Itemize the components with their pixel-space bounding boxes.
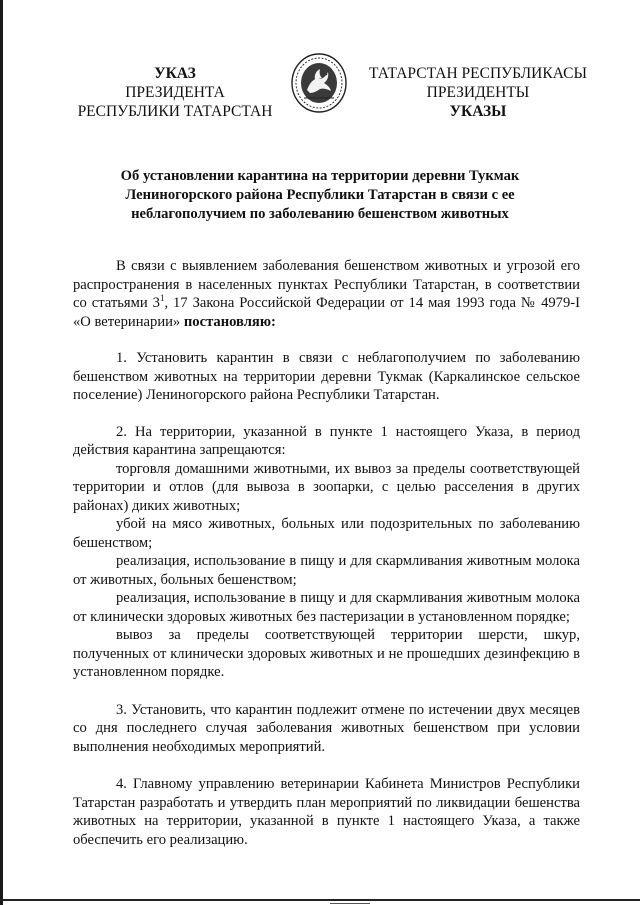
preamble-paragraph (73, 257, 580, 331)
item-2-subitem-slaughter: убой на мясо животных, больных или подозрительных по заболеванию бешенством; (73, 516, 580, 551)
item-2-intro: 2. На территории, указанной в пункте 1 настоящего Указа, в период действия карантина запрещаются: (73, 423, 580, 458)
header-left-president: ПРЕЗИДЕНТА (125, 84, 225, 101)
preamble-superscript: 1 (159, 293, 165, 304)
header-left-decree: УКАЗ (154, 65, 196, 82)
header-right-decree: УКАЗЫ (449, 103, 507, 120)
header-right-republic: ТАТАРСТАН РЕСПУБЛИКАСЫ (369, 65, 587, 82)
item-2-subitem-milk-sick: реализация, использование в пищу и для скармливания животным молока от животных, больных бешенством; (73, 553, 580, 588)
scan-bottom-edge (0, 899, 640, 901)
header-right-president: ПРЕЗИДЕНТЫ (426, 84, 530, 101)
header-left-block (72, 64, 278, 121)
title-line-3: неблагополучием по заболеванию бешенством животных (131, 206, 509, 222)
preamble-text-cont: , 17 Закона Российской Федерации от 14 мая 1993 года № 4979-I «О ветеринарии» (73, 295, 581, 330)
item-2-subitem-milk-healthy: реализация, использование в пищу и для скармливания животным молока от клинически здоровых животных без пастеризации в установленном порядке; (73, 590, 580, 625)
header-right-block (368, 64, 588, 121)
item-2-subitem-trade: торговля домашними животными, их вывоз за пределы соответствующей территории и отлов (для вывоза в зоопарки, с целью расселения в других районах) диких животных; (73, 460, 580, 514)
item-4-paragraph: 4. Главному управлению ветеринарии Кабинета Министров Республики Татарстан разработать и утвердить план мероприятий по ликвидации бешенства животных на территории, указанной в пункте 1 настоящего Указа, а также обеспечить его реализацию. (73, 776, 580, 848)
item-2-subitem-wool-export: вывоз за пределы соответствующей территории шерсти, шкур, полученных от клинически здоровых животных и не прошедших дезинфекцию в установленном порядке. (73, 627, 580, 680)
preamble-text: В связи с выявлением заболевания бешенством животных и угрозой его распространения в населенных пунктах Республики Татарстан, в соответствии со статьями 3 (73, 258, 580, 311)
tatarstan-coat-of-arms-icon (290, 52, 348, 114)
scan-bottom-mark (330, 903, 370, 904)
document-body (73, 257, 580, 849)
preamble-decree-word: постановляю: (183, 313, 276, 330)
item-3-paragraph: 3. Установить, что карантин подлежит отмене по истечении двух месяцев со дня последнего случая заболевания животных бешенством при условии выполнения необходимых мероприятий. (73, 701, 580, 755)
title-line-1: Об установлении карантина на территории деревни Тукмак (120, 168, 520, 184)
header-left-republic: РЕСПУБЛИКИ ТАТАРСТАН (77, 103, 273, 120)
scan-left-edge (0, 0, 3, 905)
document-title (96, 167, 544, 224)
item-1-paragraph: 1. Установить карантин в связи с неблагополучием по заболеванию бешенством животных на территории деревни Тукмак (Каркалинское сельское поселение) Лениногорского района Республики Татарстан. (73, 350, 580, 403)
title-line-2: Лениногорского района Республики Татарстан в связи с ее (125, 187, 515, 203)
